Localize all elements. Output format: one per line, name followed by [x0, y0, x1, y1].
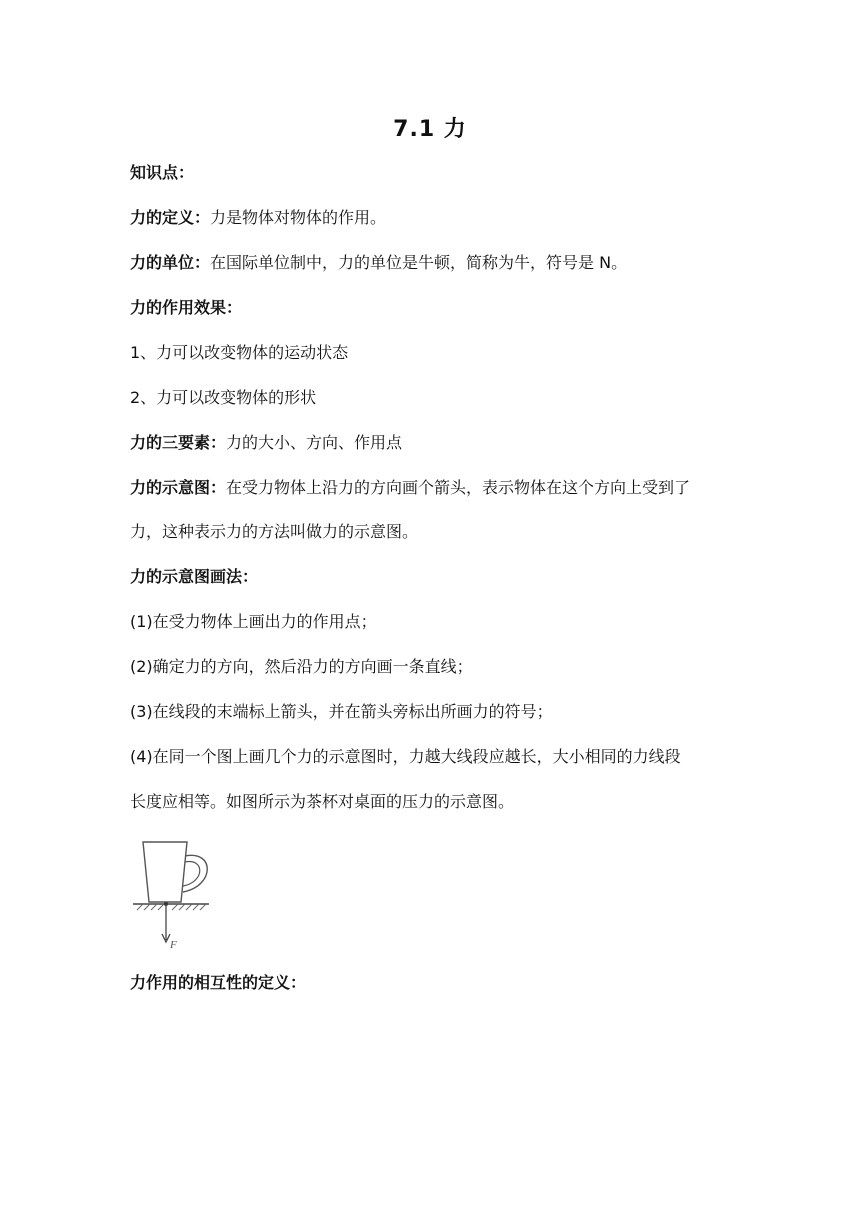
diagram-definition-cont: 力，这种表示力的方法叫做力的示意图。 — [130, 522, 419, 541]
drawing-step: (1)在受力物体上画出力的作用点； — [130, 612, 377, 631]
three-elements-label: 力的三要素： — [130, 433, 227, 452]
teacup-force-diagram — [133, 836, 213, 952]
diagram-definition-text: 在受力物体上沿力的方向画个箭头，表示物体在这个方向上受到了 — [226, 478, 691, 497]
mutual-force-heading: 力作用的相互性的定义： — [130, 973, 307, 992]
drawing-step: (2)确定力的方向，然后沿力的方向画一条直线； — [130, 657, 473, 676]
force-label: F — [170, 939, 177, 951]
drawing-step: (4)在同一个图上画几个力的示意图时，力越大线段应越长，大小相同的力线段 — [130, 747, 681, 766]
diagram-definition-line — [130, 476, 690, 500]
cup-handle-inner — [183, 862, 200, 886]
three-elements-text: 力的大小、方向、作用点 — [226, 433, 403, 452]
cup-handle — [183, 855, 207, 892]
drawing-method-heading: 力的示意图画法： — [130, 567, 259, 586]
drawing-step-cont: 长度应相等。如图所示为茶杯对桌面的压力的示意图。 — [130, 792, 515, 811]
definition-label: 力的定义： — [130, 208, 211, 227]
unit-text: 在国际单位制中，力的单位是牛顿，简称为牛，符号是 N。 — [210, 253, 628, 272]
diagram-definition-label: 力的示意图： — [130, 478, 227, 497]
definition-text: 力是物体对物体的作用。 — [210, 208, 387, 227]
page-title: 7.1 力 — [393, 117, 467, 142]
table-hatching — [137, 904, 206, 910]
definition-line — [130, 206, 386, 230]
unit-line — [130, 251, 627, 275]
effects-heading: 力的作用效果： — [130, 298, 243, 317]
unit-label: 力的单位： — [130, 253, 211, 272]
three-elements-line — [130, 431, 402, 455]
knowledge-heading: 知识点： — [130, 163, 195, 182]
teacup-force-svg — [133, 836, 213, 952]
effect-item: 1、力可以改变物体的运动状态 — [130, 343, 349, 362]
cup-body — [143, 842, 187, 902]
effect-item: 2、力可以改变物体的形状 — [130, 388, 317, 407]
drawing-step: (3)在线段的末端标上箭头，并在箭头旁标出所画力的符号； — [130, 702, 553, 721]
